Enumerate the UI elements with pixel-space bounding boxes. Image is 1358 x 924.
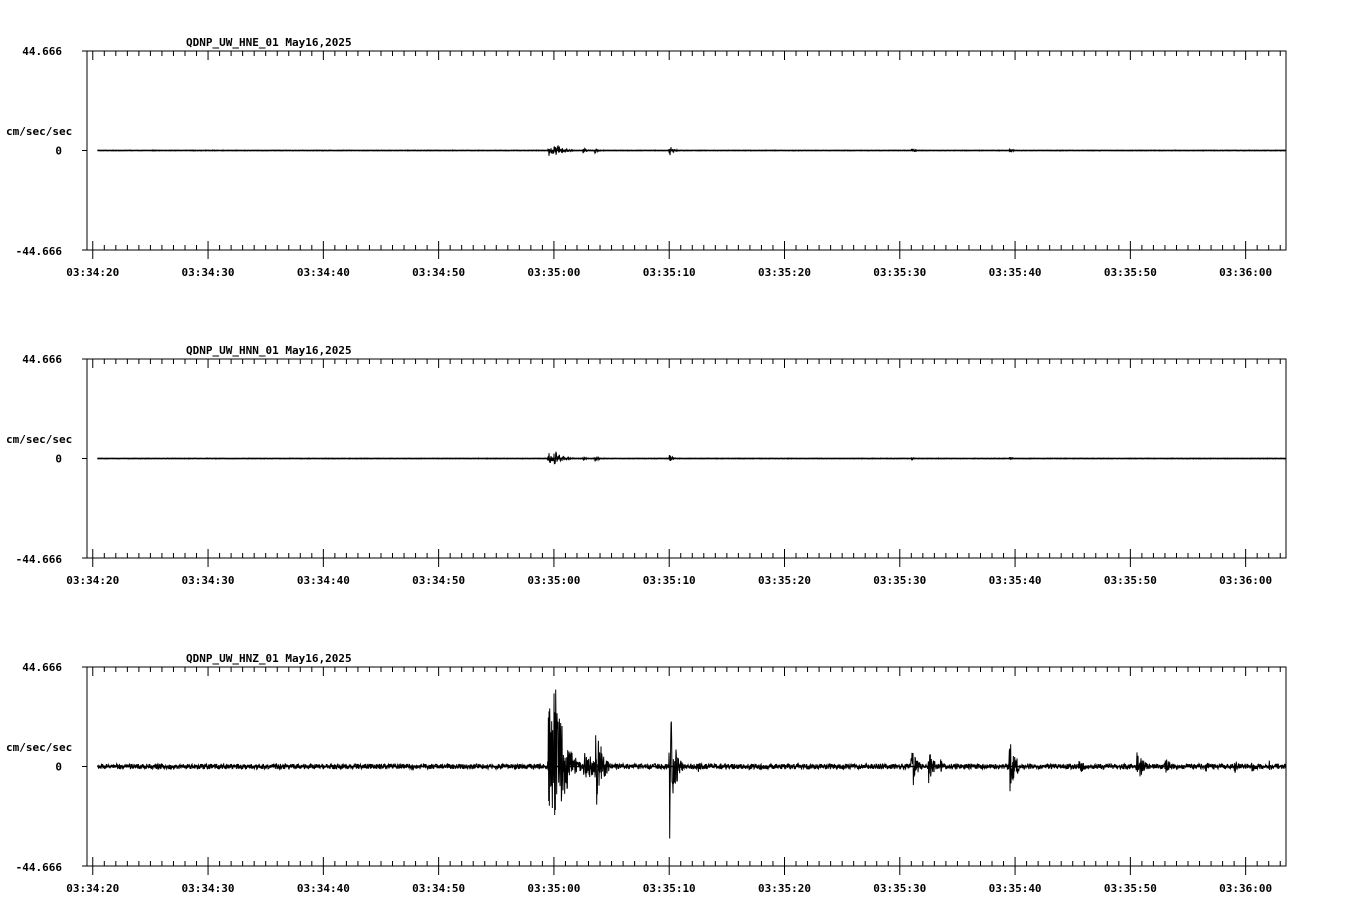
- x-tick-label: 03:34:40: [296, 574, 350, 587]
- x-tick-label: 03:35:50: [1103, 574, 1157, 587]
- x-tick-label: 03:35:20: [758, 882, 811, 895]
- y-tick-label: 44.666: [22, 45, 62, 58]
- x-tick-label: 03:36:00: [1219, 266, 1273, 279]
- x-tick-label: 03:35:00: [527, 882, 581, 895]
- x-tick-label: 03:35:20: [758, 266, 811, 279]
- x-tick-label: 03:35:10: [642, 882, 696, 895]
- x-tick-label: 03:34:50: [412, 882, 466, 895]
- panel-title: QDNP_UW_HNE_01 May16,2025: [186, 36, 352, 49]
- x-tick-label: 03:35:10: [642, 266, 696, 279]
- x-tick-label: 03:35:50: [1103, 882, 1157, 895]
- x-tick-label: 03:34:50: [412, 266, 466, 279]
- panel-title: QDNP_UW_HNN_01 May16,2025: [186, 344, 352, 357]
- x-tick-label: 03:36:00: [1219, 882, 1273, 895]
- x-tick-label: 03:35:40: [988, 266, 1042, 279]
- y-axis-label: cm/sec/sec: [6, 433, 73, 446]
- x-tick-label: 03:34:50: [412, 574, 466, 587]
- x-tick-label: 03:34:20: [66, 266, 120, 279]
- y-axis-label: cm/sec/sec: [6, 125, 73, 138]
- x-tick-label: 03:35:00: [527, 574, 581, 587]
- seismogram-panel-3: [6, 652, 1286, 895]
- x-tick-label: 03:35:30: [873, 266, 927, 279]
- x-tick-label: 03:34:40: [296, 266, 350, 279]
- x-tick-label: 03:35:00: [527, 266, 581, 279]
- x-tick-label: 03:34:20: [66, 882, 120, 895]
- y-tick-label: 44.666: [22, 353, 62, 366]
- x-tick-label: 03:34:30: [181, 574, 235, 587]
- x-tick-label: 03:34:30: [181, 882, 235, 895]
- y-tick-label: 0: [55, 144, 62, 158]
- y-tick-label: -44.666: [15, 245, 62, 258]
- x-tick-label: 03:34:40: [296, 882, 350, 895]
- panel-title: QDNP_UW_HNZ_01 May16,2025: [186, 652, 352, 665]
- y-tick-label: 0: [55, 452, 62, 466]
- x-tick-label: 03:34:20: [66, 574, 120, 587]
- x-tick-label: 03:34:30: [181, 266, 235, 279]
- waveform-trace: [97, 690, 1286, 839]
- x-tick-label: 03:35:10: [642, 574, 696, 587]
- x-tick-label: 03:36:00: [1219, 574, 1273, 587]
- seismogram-panel-2: [6, 344, 1286, 587]
- y-axis-label: cm/sec/sec: [6, 741, 73, 754]
- x-tick-label: 03:35:20: [758, 574, 811, 587]
- seismogram-panel-1: [6, 36, 1286, 279]
- x-tick-label: 03:35:40: [988, 882, 1042, 895]
- y-tick-label: 44.666: [22, 661, 62, 674]
- x-tick-label: 03:35:40: [988, 574, 1042, 587]
- y-tick-label: -44.666: [15, 861, 62, 874]
- y-tick-label: 0: [55, 760, 62, 774]
- x-tick-label: 03:35:50: [1103, 266, 1157, 279]
- x-tick-label: 03:35:30: [873, 882, 927, 895]
- x-tick-label: 03:35:30: [873, 574, 927, 587]
- y-tick-label: -44.666: [15, 553, 62, 566]
